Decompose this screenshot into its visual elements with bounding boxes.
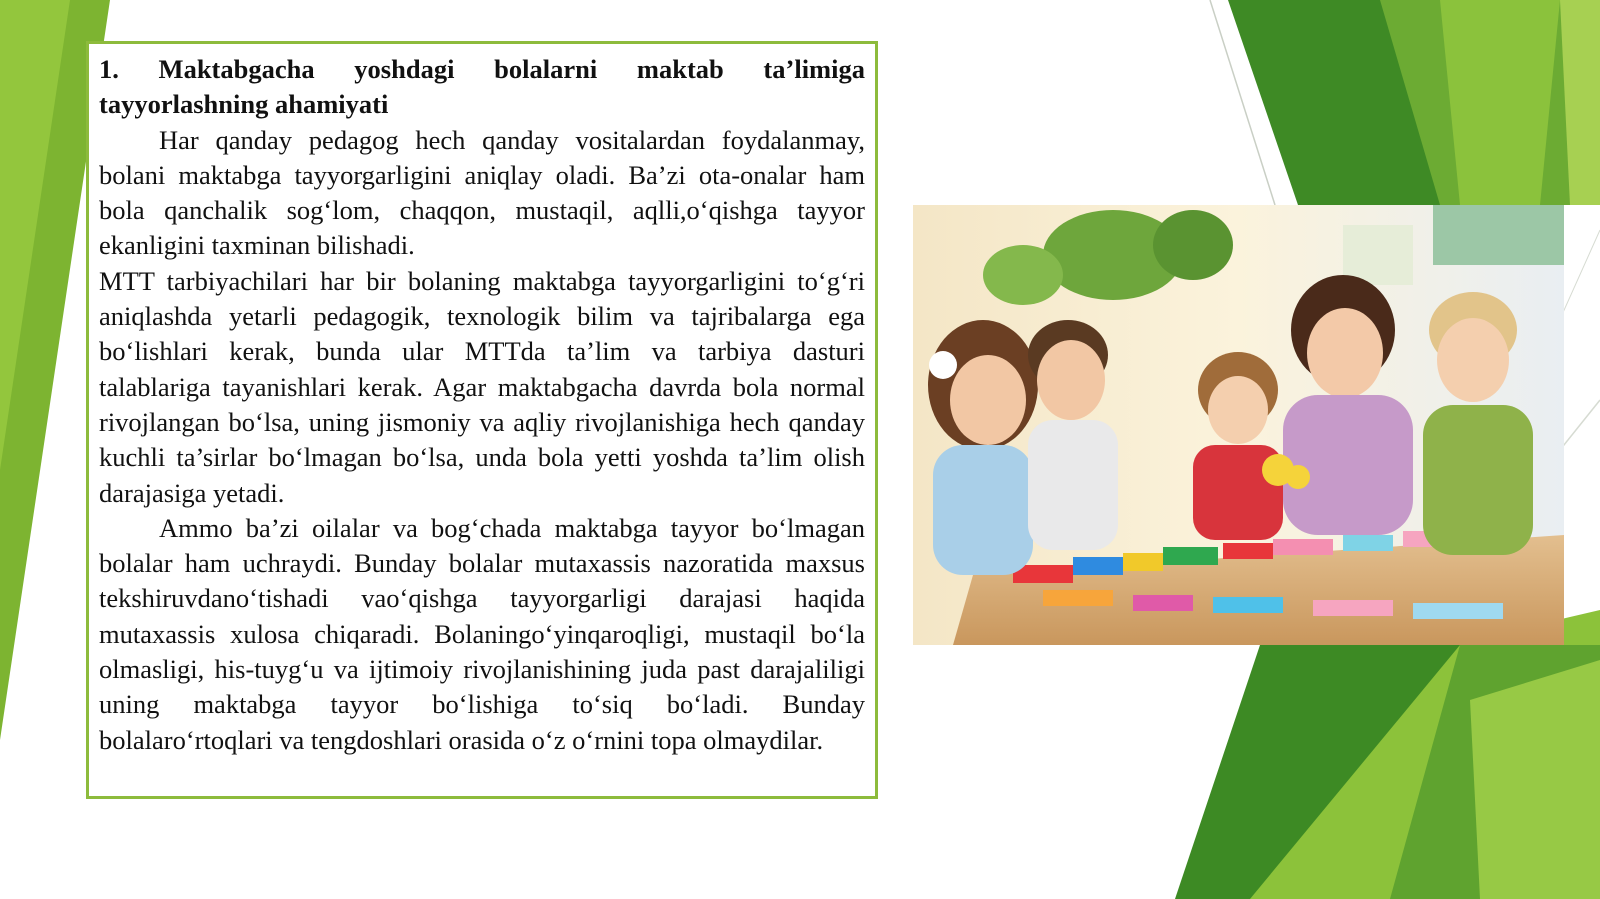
section-heading: 1. Maktabgacha yoshdagi bolalarni maktab ta’limiga tayyorlashning ahamiyati xyxy=(99,54,865,120)
paragraph-2: MTT tarbiyachilari har bir bolaning maktabga tayyorgarligini to‘g‘ri aniqlashda yetarli pedagogik, texnologik bilim va tajribalarga ega bo‘lishlari kerak, bunda ular MTTda ta’lim va tarbiya dasturi talablariga tayanishlari kerak. Agar maktabgacha davrda bola normal rivojlangan bo‘lsa, uning jismoniy va aqliy rivojlanishiga hech qanday kuchli ta’sirlar bo‘lmagan bo‘lsa, unda bola yetti yoshda ta’lim olish darajasiga yetadi. xyxy=(99,265,865,508)
text-box xyxy=(86,41,878,799)
paragraph-1: Har qanday pedagog hech qanday vositalardan foydalanmay, bolani maktabga tayyorgarligini aniqlay oladi. Ba’zi ota-onalar ham bola qanchalik sog‘lom, chaqqon, mustaqil, aqlli,o‘qishga tayyor ekanligini taxminan bilishadi. xyxy=(99,124,865,261)
classroom-illustration xyxy=(913,205,1564,645)
paragraph-3: Ammo ba’zi oilalar va bog‘chada maktabga tayyor bo‘lmagan bolalar ham uchraydi. Bunday bolalar mutaxassis nazoratida maxsus tekshiruvdano‘tishadi vao‘qishga tayyorgarligi darajasi haqida mutaxassis xulosa chiqaradi. Bolaningo‘yinqaroqligi, mustaqil bo‘la olmasligi, his-tuyg‘u va ijtimoiy rivojlanishining juda past darajaliligi uning maktabga tayyor bo‘lishiga to‘siq bo‘ladi. Bunday bolalaro‘rtoqlari va tengdoshlari orasida o‘z o‘rnini topa olmaydilar. xyxy=(99,512,865,755)
children-playing-photo xyxy=(913,205,1564,645)
right-light-stripe xyxy=(1440,0,1560,205)
bottom-right-edge-wedge xyxy=(1470,660,1600,899)
